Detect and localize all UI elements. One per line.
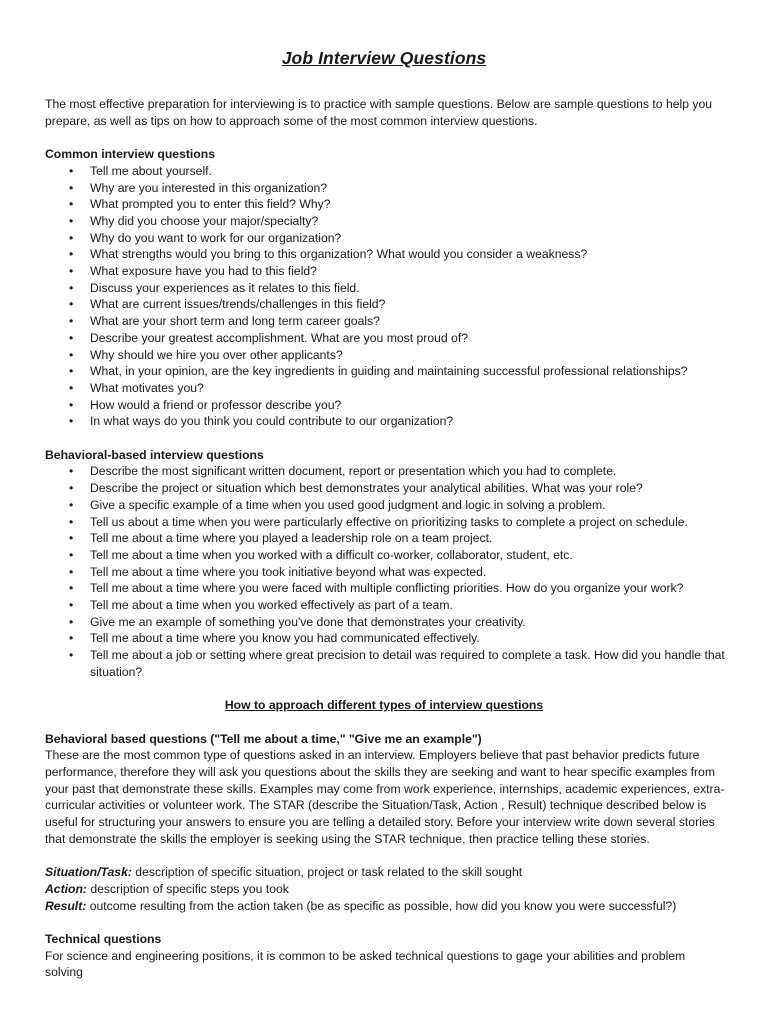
bullet-icon: • (69, 397, 74, 412)
list-item-text: Give me an example of something you've done that demonstrates your creativity. (90, 614, 526, 629)
bullet-icon: • (69, 631, 74, 646)
list-item (45, 514, 725, 531)
list-item-text: Tell me about a time when you worked effectively as part of a team. (90, 598, 453, 613)
bullet-icon: • (69, 297, 74, 312)
list-item-text: What, in your opinion, are the key ingredients in guiding and maintaining successful professional relationships? (90, 364, 688, 379)
star-action-line (45, 881, 725, 898)
star-result-label: Result: (45, 898, 87, 913)
list-item-text: Tell me about a time where you played a leadership role on a team project. (90, 531, 493, 546)
list-item-text: What strengths would you bring to this organization? What would you consider a weakness? (90, 247, 588, 262)
list-item (45, 564, 725, 581)
list-item-text: Why are you interested in this organization? (90, 180, 328, 195)
bullet-icon: • (69, 581, 74, 596)
list-item (45, 230, 725, 247)
list-item (45, 497, 725, 514)
star-situation-line (45, 864, 725, 881)
list-item-text: What are your short term and long term career goals? (90, 314, 380, 329)
page-title: Job Interview Questions (281, 48, 487, 68)
technical-questions-heading: Technical questions (45, 932, 162, 947)
bullet-icon: • (69, 314, 74, 329)
list-item-text: What motivates you? (90, 380, 204, 395)
list-item-text: In what ways do you think you could contribute to our organization? (90, 414, 454, 429)
list-item (45, 480, 725, 497)
bullet-icon: • (69, 280, 74, 295)
spacer (45, 714, 725, 731)
list-item-text: Give a specific example of a time when you used good judgment and logic in solving a problem. (90, 497, 606, 512)
list-item (45, 413, 725, 430)
list-item-text: Tell me about a time when you worked with a difficult co-worker, collaborator, student, etc. (90, 547, 573, 562)
list-item (45, 246, 725, 263)
list-item (45, 580, 725, 597)
bullet-icon: • (69, 380, 74, 395)
list-item (45, 380, 725, 397)
list-item-text: What exposure have you had to this field? (90, 264, 317, 279)
star-action-text: description of specific steps you took (86, 881, 289, 896)
bullet-icon: • (69, 514, 74, 529)
list-item (45, 313, 725, 330)
list-item (45, 347, 725, 364)
list-item-text: Describe the project or situation which best demonstrates your analytical abilities. What was your role? (90, 481, 643, 496)
list-item (45, 397, 725, 414)
list-item (45, 363, 725, 380)
list-item (45, 180, 725, 197)
document-body (45, 96, 725, 981)
list-item (45, 263, 725, 280)
bullet-icon: • (69, 564, 74, 579)
spacer (45, 681, 725, 698)
bullet-icon: • (69, 180, 74, 195)
list-item-text: Describe your greatest accomplishment. What are you most proud of? (90, 330, 468, 345)
spacer (45, 129, 725, 146)
bullet-icon: • (69, 347, 74, 362)
list-item (45, 614, 725, 631)
list-item (45, 547, 725, 564)
approach-heading: How to approach different types of interview questions (224, 698, 544, 713)
list-item-text: Describe the most significant written document, report or presentation which you had to complete. (90, 464, 617, 479)
list-item (45, 280, 725, 297)
list-item-text: Discuss your experiences as it relates to this field. (90, 280, 360, 295)
bullet-icon: • (69, 464, 74, 479)
list-item (45, 163, 725, 180)
spacer (45, 848, 725, 865)
bullet-icon: • (69, 213, 74, 228)
bullet-icon: • (69, 481, 74, 496)
spacer (45, 430, 725, 447)
list-item-text: Tell me about a job or setting where great precision to detail was required to complete a task. How did you handle that situation? (90, 648, 725, 679)
list-item-text: Tell me about a time where you were faced with multiple conflicting priorities. How do you organize your work? (90, 581, 684, 596)
bullet-icon: • (69, 614, 74, 629)
star-result-line (45, 898, 725, 915)
bullet-icon: • (69, 497, 74, 512)
bullet-icon: • (69, 414, 74, 429)
bullet-icon: • (69, 264, 74, 279)
list-item-text: Why should we hire you over other applicants? (90, 347, 343, 362)
list-item-text: What prompted you to enter this field? Why? (90, 197, 331, 212)
spacer (45, 914, 725, 931)
list-item (45, 463, 725, 480)
list-item-text: Why did you choose your major/specialty? (90, 213, 319, 228)
behavioral-based-heading: Behavioral based questions ("Tell me about a time," "Give me an example") (45, 731, 482, 746)
bullet-icon: • (69, 197, 74, 212)
intro-paragraph: The most effective preparation for interviewing is to practice with sample questions. Below are sample questions to help you prepare, as well as tips on how to approach some of the most common interview questions. (45, 97, 713, 128)
bullet-icon: • (69, 330, 74, 345)
list-item-text: What are current issues/trends/challenges in this field? (90, 297, 386, 312)
list-item (45, 213, 725, 230)
common-questions-list (45, 163, 725, 430)
star-situation-text: description of specific situation, project or task related to the skill sought (131, 865, 523, 880)
behavioral-questions-heading: Behavioral-based interview questions (45, 447, 264, 462)
list-item-text: Why do you want to work for our organization? (90, 230, 342, 245)
list-item (45, 196, 725, 213)
bullet-icon: • (69, 547, 74, 562)
list-item (45, 330, 725, 347)
list-item-text: How would a friend or professor describe you? (90, 397, 342, 412)
list-item-text: Tell me about a time where you took initiative beyond what was expected. (90, 564, 487, 579)
star-action-label: Action: (45, 881, 87, 896)
list-item (45, 647, 725, 680)
list-item (45, 597, 725, 614)
star-situation-label: Situation/Task: (45, 865, 132, 880)
common-questions-heading: Common interview questions (45, 147, 215, 162)
list-item-text: Tell me about yourself. (90, 163, 212, 178)
bullet-icon: • (69, 364, 74, 379)
list-item (45, 530, 725, 547)
bullet-icon: • (69, 230, 74, 245)
list-item (45, 296, 725, 313)
bullet-icon: • (69, 598, 74, 613)
behavioral-questions-list (45, 463, 725, 680)
list-item-text: Tell us about a time when you were particularly effective on prioritizing tasks to complete a project on schedule. (90, 514, 688, 529)
bullet-icon: • (69, 648, 74, 663)
technical-questions-paragraph: For science and engineering positions, it is common to be asked technical questions to gage your abilities and problem solving (45, 948, 686, 980)
list-item (45, 630, 725, 647)
bullet-icon: • (69, 531, 74, 546)
bullet-icon: • (69, 247, 74, 262)
bullet-icon: • (69, 163, 74, 178)
behavioral-based-paragraph: These are the most common type of questions asked in an interview. Employers believe that past behavior predicts future performance, therefore they will ask you questions about the skills they are seeking and want to hear specific examples from your past that demonstrate these skills. Examples may come from work experience, internships, academic experiences, extra-curricular activities or volunteer work. The STAR (describe the Situation/Task, Action , Result) technique described below is useful for structuring your answers to ensure you are telling a detailed story. Before your interview write down several stories that demonstrate the skills the employer is seeking using the STAR technique, then practice telling these stories. (45, 748, 725, 846)
list-item-text: Tell me about a time where you know you had communicated effectively. (90, 631, 480, 646)
star-result-text: outcome resulting from the action taken (be as specific as possible, how did you know you were successful?) (86, 898, 677, 913)
